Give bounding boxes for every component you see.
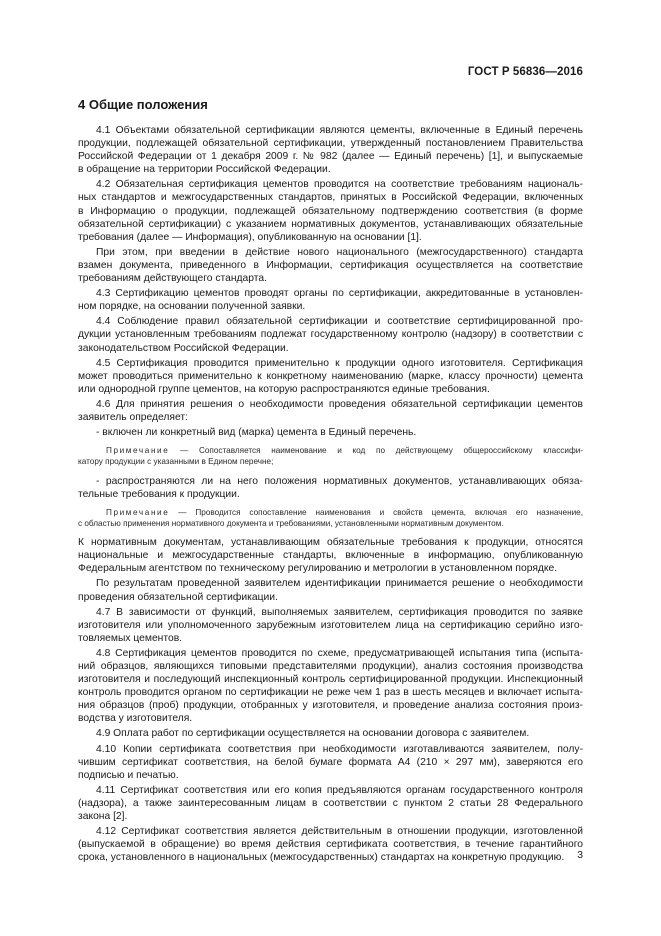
paragraph-line: взамен документа, приведенного в Информации, сертификация осуществляется на соответствие	[78, 259, 583, 271]
paragraph-line: - включен ли конкретный вид (марка) цемента в Единый перечень.	[96, 427, 417, 439]
paragraph-line: 4.5 Сертификация проводится применительно к продукции одного изготовителя. Сертификация	[96, 357, 583, 369]
note-1-line-2: катору продукции с указанными в Едином перечне;	[78, 457, 274, 467]
paragraph	[78, 825, 583, 864]
paragraph	[78, 124, 583, 176]
paragraph-line: обязательной сертификации) с указанием нормативных документов, устанавливающих обязательные	[78, 218, 583, 230]
paragraph-group-3	[78, 536, 583, 864]
paragraph-line: законодательством Российской Федерации.	[78, 342, 289, 354]
paragraph-line: 4.6 Для принятия решения о необходимости проведения обязательной сертификации цементов	[96, 398, 583, 410]
paragraph-line: 4.4 Соблюдение правил обязательной сертификации и соответствие сертифицированной про-	[96, 316, 583, 328]
paragraph	[78, 315, 583, 354]
paragraph-line: изготовителя и последующий инспекционный контроль сертифицированной продукции. Инспекционный	[78, 674, 583, 686]
paragraph	[78, 246, 583, 285]
paragraph-line: (выпускаемой в обращение) во время действия сертификата соответствия, в течение гарантийного	[78, 839, 583, 851]
paragraph-line: национальные и межгосударственные стандарты, включенные в информацию, опубликованную	[78, 550, 583, 562]
paragraph-line: 4.8 Сертификация цементов проводится по схеме, предусматривающей испытания типа (испыта-	[96, 647, 583, 659]
paragraph-line: ния образцов (проб) продукции, отобранных у изготовителя, и проведение анализа состояния произ-	[78, 700, 583, 712]
paragraph-line: 4.12 Сертификат соответствия является действительным в отношении продукции, изготовленной	[96, 826, 583, 838]
paragraph-line: продукции, подлежащей обязательной сертификации, утвержденный постановлением Правительства	[78, 138, 583, 150]
paragraph-line: товляемых цементов.	[78, 632, 183, 644]
paragraph-line: чившим сертификат соответствия, на белой бумаге формата А4 (210 × 297 мм), заверяются его	[78, 756, 583, 768]
paragraph	[78, 475, 583, 501]
paragraph	[78, 727, 583, 740]
note-2	[78, 507, 583, 529]
paragraph-line: срока, установленного в национальных (межгосударственных) стандартах на конкретную продукцию.	[78, 852, 565, 864]
note-1	[78, 445, 583, 467]
paragraph-line: 4.3 Сертификацию цементов проводят органы по сертификации, аккредитованные в установлен-	[96, 288, 583, 300]
paragraph-line: Российской Федерации от 1 декабря 2009 г. № 982 (далее — Единый перечень) [1], и выпускаемые	[78, 151, 583, 163]
paragraph-line: 4.1 Объектами обязательной сертификации являются цементы, включенные в Единый перечень	[96, 125, 583, 136]
document-body	[78, 124, 583, 866]
paragraph-line: тельные требования к продукции.	[78, 488, 240, 500]
section-title: 4 Общие положения	[78, 97, 208, 112]
paragraph-line: требованиям действующего стандарта.	[78, 273, 267, 285]
paragraph	[78, 606, 583, 645]
paragraph-line: в обращение на территории Российской Федерации.	[78, 164, 331, 176]
paragraph-line: ном порядке, на основании полученной заявки.	[78, 301, 306, 313]
page-number: 3	[577, 850, 583, 861]
paragraph	[78, 536, 583, 575]
paragraph-group-1	[78, 124, 583, 439]
paragraph-line: По результатам проведенной заявителем идентификации принимается решение о необходимости	[96, 578, 583, 590]
paragraph-group-2	[78, 475, 583, 501]
paragraph-line: в Информацию о продукции, подлежащей обязательному подтверждению соответствия (в форме	[78, 205, 583, 217]
paragraph-line: Федеральным агентством по техническому регулированию и метрологии в установленном порядке.	[78, 563, 558, 575]
paragraph	[78, 577, 583, 603]
paragraph-line: закона [2].	[78, 811, 128, 823]
paragraph-line: 4.2 Обязательная сертификация цементов проводится на соответствие требованиям националь-	[96, 179, 583, 191]
paragraph	[78, 398, 583, 424]
note-2-line-1: — Проводится сопоставление наименования и свойств цемента, включая его назначение,	[178, 507, 584, 517]
paragraph-line: (надзора), а также заинтересованным лицам в соответствии с пунктом 2 статьи 28 Федерального	[78, 797, 583, 809]
paragraph-line: дукции установленным требованиям подлежат государственному контролю (надзору) в соответствии с	[78, 329, 583, 341]
paragraph	[78, 743, 583, 782]
paragraph-line: требования (далее — Информация), опубликованную на основании [1].	[78, 231, 422, 243]
note-2-line-2: с областью применения нормативного документа и требованиями, установленными нормативным документом.	[78, 518, 504, 528]
paragraph-line: проведения обязательной сертификации.	[78, 591, 278, 603]
paragraph	[78, 178, 583, 243]
paragraph-line: - распространяются ли на него положения нормативных документов, устанавливающих обяза-	[96, 475, 583, 487]
document-code: ГОСТ Р 56836—2016	[467, 66, 583, 78]
note-1-label: Примечание	[106, 446, 170, 456]
note-1-line-1: — Сопоставляется наименование и код по действующему общероссийскому классифи-	[180, 446, 584, 456]
paragraph-line: или однородной группе цементов, на которую распространяются единые требования.	[78, 383, 490, 395]
paragraph-line: изготовителя или уполномоченного зарубежным изготовителем лица на сертификацию серийно изго-	[78, 619, 583, 631]
paragraph	[78, 287, 583, 313]
paragraph	[78, 357, 583, 396]
paragraph	[78, 426, 583, 439]
paragraph-line: может проводиться применительно к конкретному наименованию (марке, классу прочности) цемента	[78, 370, 583, 382]
paragraph-line: К нормативным документам, устанавливающим обязательные требования к продукции, относятся	[78, 537, 583, 549]
paragraph-line: ний образцов, являющихся типовыми представителями продукции), анализ состояния производства	[78, 661, 583, 672]
paragraph-line: 4.9 Оплата работ по сертификации осуществляется на основании договора с заявителем.	[96, 728, 530, 740]
paragraph	[78, 784, 583, 823]
paragraph-line: 4.7 В зависимости от функций, выполняемых заявителем, сертификация проводится по заявке	[96, 606, 583, 618]
paragraph-line: контроль проводится органом по сертификации не реже чем 1 раз в шесть месяцев и включает испыта-	[78, 687, 583, 699]
paragraph-line: 4.10 Копии сертификата соответствия при необходимости изготавливаются заявителем, полу-	[96, 743, 583, 755]
paragraph-line: ных стандартов и межгосударственных стандартов, принятых в Российской Федерации, включенных	[78, 192, 583, 204]
paragraph	[78, 647, 583, 726]
paragraph-line: водства у изготовителя.	[78, 713, 193, 725]
note-2-label: Примечание	[106, 507, 170, 517]
paragraph-line: При этом, при введении в действие нового национального (межгосударственного) стандарта	[96, 246, 583, 258]
paragraph-line: заявитель определяет:	[78, 411, 188, 423]
paragraph-line: подписью и печатью.	[78, 769, 179, 781]
paragraph-line: 4.11 Сертификат соответствия или его копия предъявляются органам государственного контроля	[96, 784, 583, 796]
